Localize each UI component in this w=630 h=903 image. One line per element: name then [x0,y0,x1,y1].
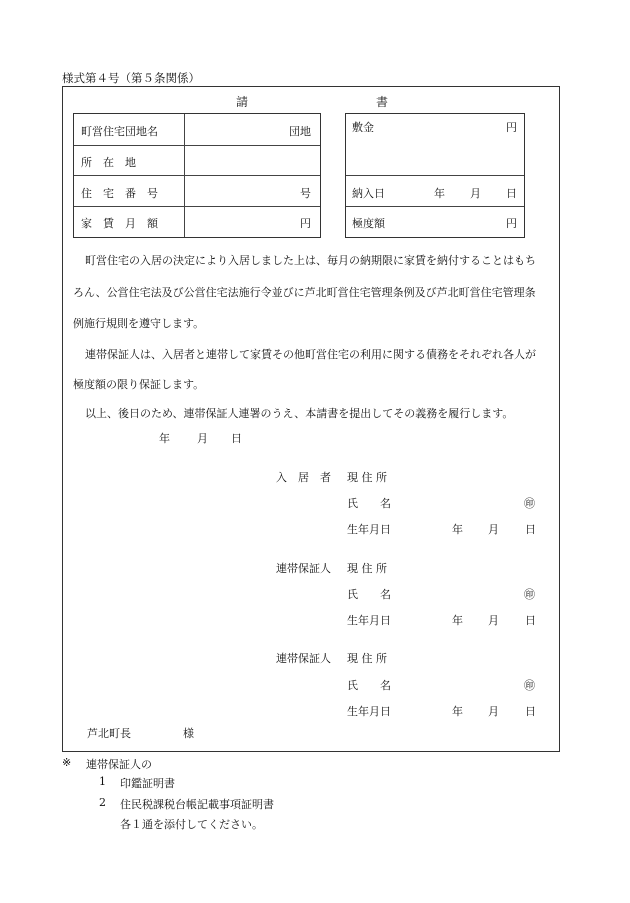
payment-date-label: 納入日 [352,187,385,200]
deposit-label: 敷金 [352,121,374,134]
submission-day: 日 [231,432,242,445]
note-item-1-text: 印鑑証明書 [120,777,175,790]
paragraph-1-line-2: ろん、公営住宅法及び公営住宅法施行令並びに芦北町営住宅管理条例及び芦北町営住宅管理条 [73,286,536,299]
title-left-char: 請 [236,95,249,109]
note-footer: 各１通を添付してください。 [120,818,263,831]
monthly-rent-suffix: 円 [300,217,311,230]
guarantor-1-birthdate-label: 生年月日 [347,614,391,627]
paragraph-2-line-2: 極度額の限り保証します。 [73,378,205,391]
submission-year: 年 [159,432,170,445]
payment-day: 日 [506,187,517,200]
note-item-2-number: 2 [99,796,106,809]
guarantor-1-birth-month: 月 [488,614,499,627]
guarantor-1-role: 連帯保証人 [276,562,331,575]
payment-year: 年 [434,187,445,200]
resident-birth-month: 月 [488,523,499,536]
submission-month: 月 [197,432,208,445]
guarantor-2-role: 連帯保証人 [276,652,331,665]
note-item-2-text: 住民税課税台帳記載事項証明書 [120,798,274,811]
guarantor-2-address-label: 現 住 所 [347,652,387,665]
form-number: 様式第４号（第５条関係） [62,71,200,85]
addressee-name: 芦北町長 [87,727,131,740]
deposit-unit: 円 [506,121,517,134]
note-heading: 連帯保証人の [86,758,152,771]
guarantor-1-address-label: 現 住 所 [347,562,387,575]
deposit-table [345,113,525,238]
guarantor-1-name-label: 氏 名 [347,588,391,601]
limit-amount-label: 極度額 [352,217,385,230]
paragraph-1-line-3: 例施行規則を遵守します。 [73,317,205,330]
resident-seal-mark: ㊞ [524,497,535,510]
resident-birth-year: 年 [452,523,463,536]
paragraph-2-line-1: 連帯保証人は、入居者と連帯して家賃その他町営住宅の利用に関する債務をそれぞれ各人が [85,348,536,361]
form-frame [62,86,560,752]
guarantor-2-birth-month: 月 [488,705,499,718]
payment-month: 月 [470,187,481,200]
guarantor-2-birth-day: 日 [525,705,536,718]
resident-birthdate-label: 生年月日 [347,523,391,536]
house-number-suffix: 号 [300,187,311,200]
guarantor-1-birth-year: 年 [452,614,463,627]
addressee-honorific: 様 [183,727,194,740]
monthly-rent-label: 家 賃 月 額 [81,217,158,230]
note-mark: ※ [62,756,72,769]
guarantor-2-birth-year: 年 [452,705,463,718]
house-number-label: 住 宅 番 号 [81,187,158,200]
title-right-char: 書 [376,95,389,109]
paragraph-3-line-1: 以上、後日のため、連帯保証人連署のうえ、本請書を提出してその義務を履行します。 [85,407,514,420]
address-label: 所 在 地 [81,156,136,169]
complex-name-label: 町営住宅団地名 [81,125,158,138]
guarantor-2-seal-mark: ㊞ [524,679,535,692]
paragraph-1-line-1: 町営住宅の入居の決定により入居しました上は、毎月の納期限に家賃を納付することはもち [85,254,536,267]
resident-birth-day: 日 [525,523,536,536]
guarantor-2-name-label: 氏 名 [347,679,391,692]
note-item-1-number: 1 [99,775,106,788]
limit-amount-unit: 円 [506,217,517,230]
guarantor-1-birth-day: 日 [525,614,536,627]
housing-info-table [73,113,321,238]
guarantor-1-seal-mark: ㊞ [524,588,535,601]
complex-name-suffix: 団地 [289,125,311,138]
guarantor-2-birthdate-label: 生年月日 [347,705,391,718]
resident-address-label: 現 住 所 [347,471,387,484]
resident-name-label: 氏 名 [347,497,391,510]
resident-role: 入 居 者 [276,471,331,484]
